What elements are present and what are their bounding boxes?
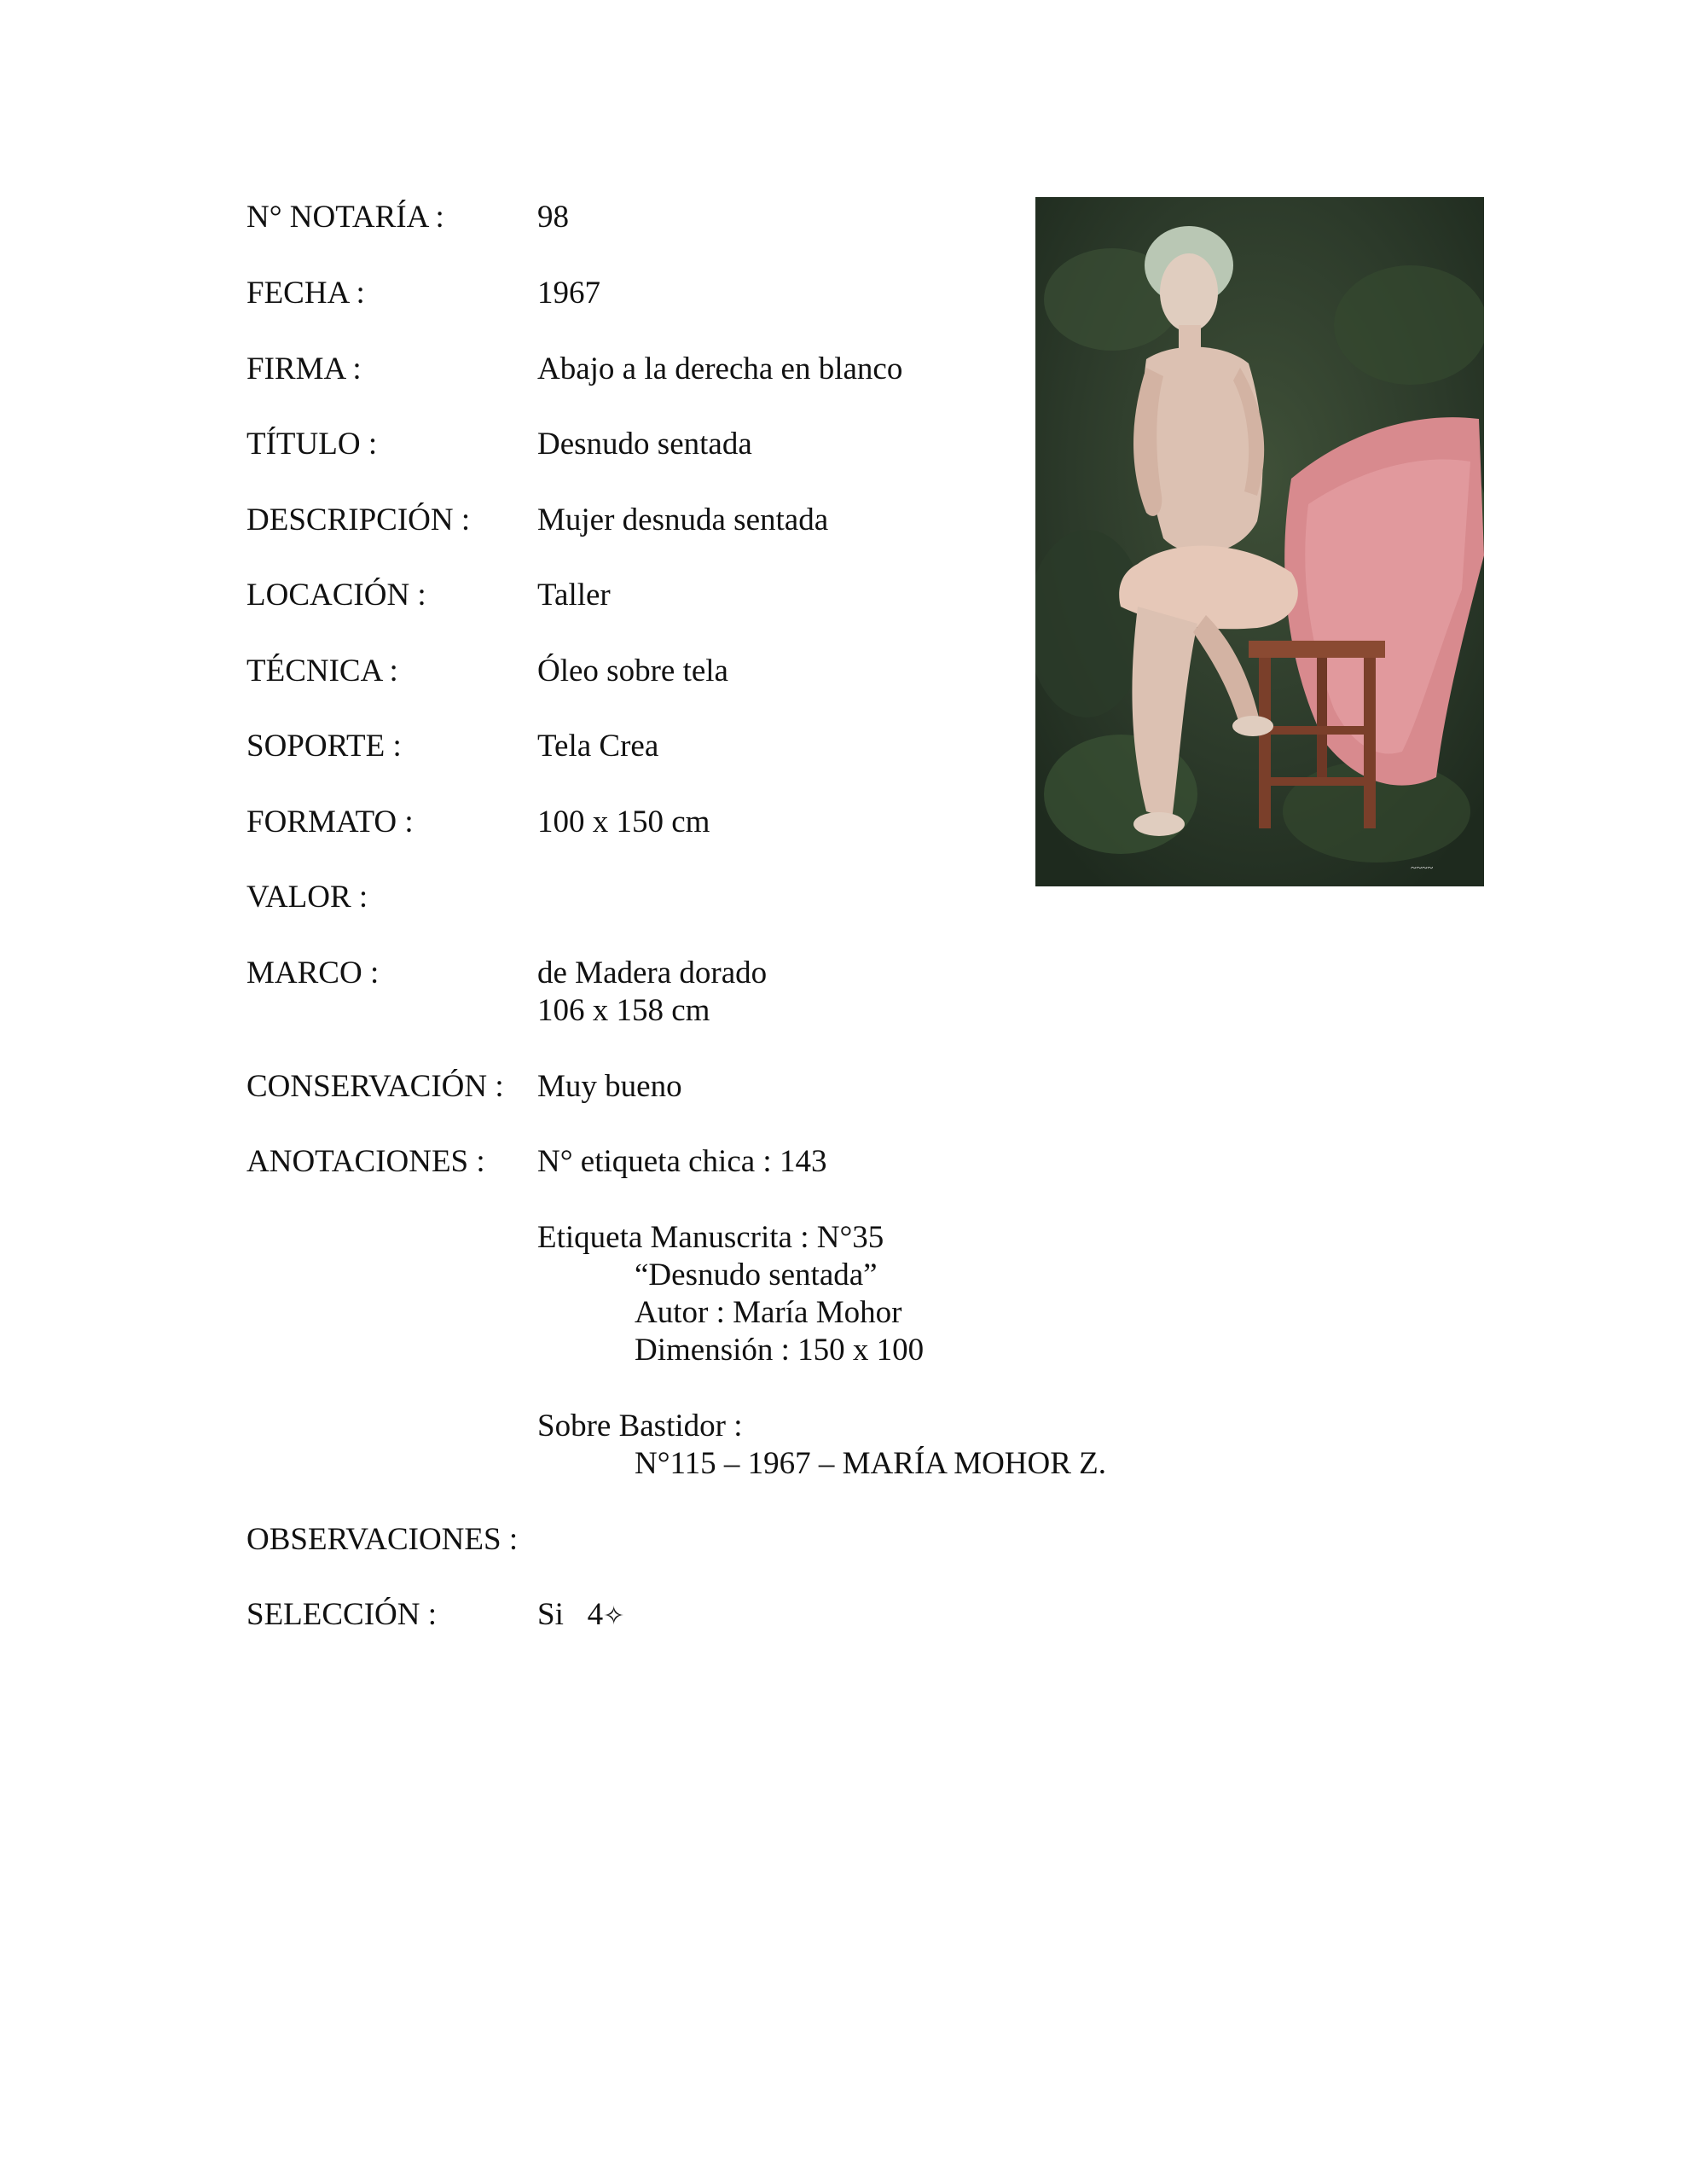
field-label: FECHA :	[246, 276, 365, 311]
field-value: 1967	[537, 276, 600, 311]
field-label: SELECCIÓN :	[246, 1597, 438, 1632]
manuscrita-line-dimension: Dimensión : 150 x 100	[635, 1333, 925, 1368]
painting-image	[1035, 197, 1484, 886]
field-label: N° NOTARÍA :	[246, 200, 444, 235]
field-label: LOCACIÓN :	[246, 578, 426, 613]
field-value-line-1: de Madera dorado	[537, 956, 768, 990]
field-value-line-2: 106 x 158 cm	[537, 993, 710, 1028]
manuscrita-line-title: “Desnudo sentada”	[635, 1258, 878, 1292]
field-label: OBSERVACIONES :	[246, 1522, 519, 1557]
svg-text:~~~~: ~~~~	[1411, 862, 1433, 874]
field-value: Óleo sobre tela	[537, 653, 728, 688]
field-label: SOPORTE :	[246, 729, 402, 764]
manuscrita-line-author: Autor : María Mohor	[635, 1295, 902, 1330]
field-label: MARCO :	[246, 956, 380, 990]
field-value: Muy bueno	[537, 1069, 682, 1104]
field-value: 100 x 150 cm	[537, 804, 710, 839]
field-value: Tela Crea	[537, 729, 659, 764]
field-label: DESCRIPCIÓN :	[246, 502, 471, 537]
field-label: VALOR :	[246, 880, 368, 915]
field-label: TÍTULO :	[246, 427, 378, 462]
field-value: Desnudo sentada	[537, 427, 752, 462]
field-value: 98	[537, 200, 569, 235]
field-value: N° etiqueta chica : 143	[537, 1144, 827, 1179]
field-value: Abajo a la derecha en blanco	[537, 351, 903, 386]
field-value: Mujer desnuda sentada	[537, 502, 829, 537]
field-label: TÉCNICA :	[246, 653, 398, 688]
field-label: CONSERVACIÓN :	[246, 1069, 504, 1104]
bastidor-line: N°115 – 1967 – MARÍA MOHOR Z.	[635, 1446, 1107, 1481]
seleccion-text: Si 4	[537, 1597, 604, 1632]
field-label: FIRMA :	[246, 351, 362, 386]
field-value: Taller	[537, 578, 611, 613]
catalog-sheet: N° NOTARÍA : 98 FECHA : 1967 FIRMA : Abajo a la derecha en blanco TÍTULO : Desnudo sentada DESCRIPCIÓN : Mujer desnuda sentada LOCACIÓN : Taller TÉCNICA : Óleo sobre tela SOPORTE : Tela Crea FORMATO : 100 x 150 cm VALOR : MARCO : de Madera dorado 106 x 158 cm CONSERVACIÓN : Muy bueno ANOTACIONES : N° etiqueta chica : 143 Etiqueta Manuscrita : N°35 “Desnudo sentada” Autor : María Mohor Dimensión : 150 x 100 Sobre Bastidor : N°115 – 1967 – MARÍA MOHOR Z. OBSERVACIONES : SELECCIÓN : Si 4✧ ~~~~	[0, 0, 1687, 2184]
painting-illustration	[1035, 197, 1484, 886]
field-value	[537, 1595, 624, 1635]
field-label: ANOTACIONES :	[246, 1144, 485, 1179]
field-label: FORMATO :	[246, 804, 414, 839]
four-pointed-star-icon: ✧	[603, 1601, 625, 1631]
